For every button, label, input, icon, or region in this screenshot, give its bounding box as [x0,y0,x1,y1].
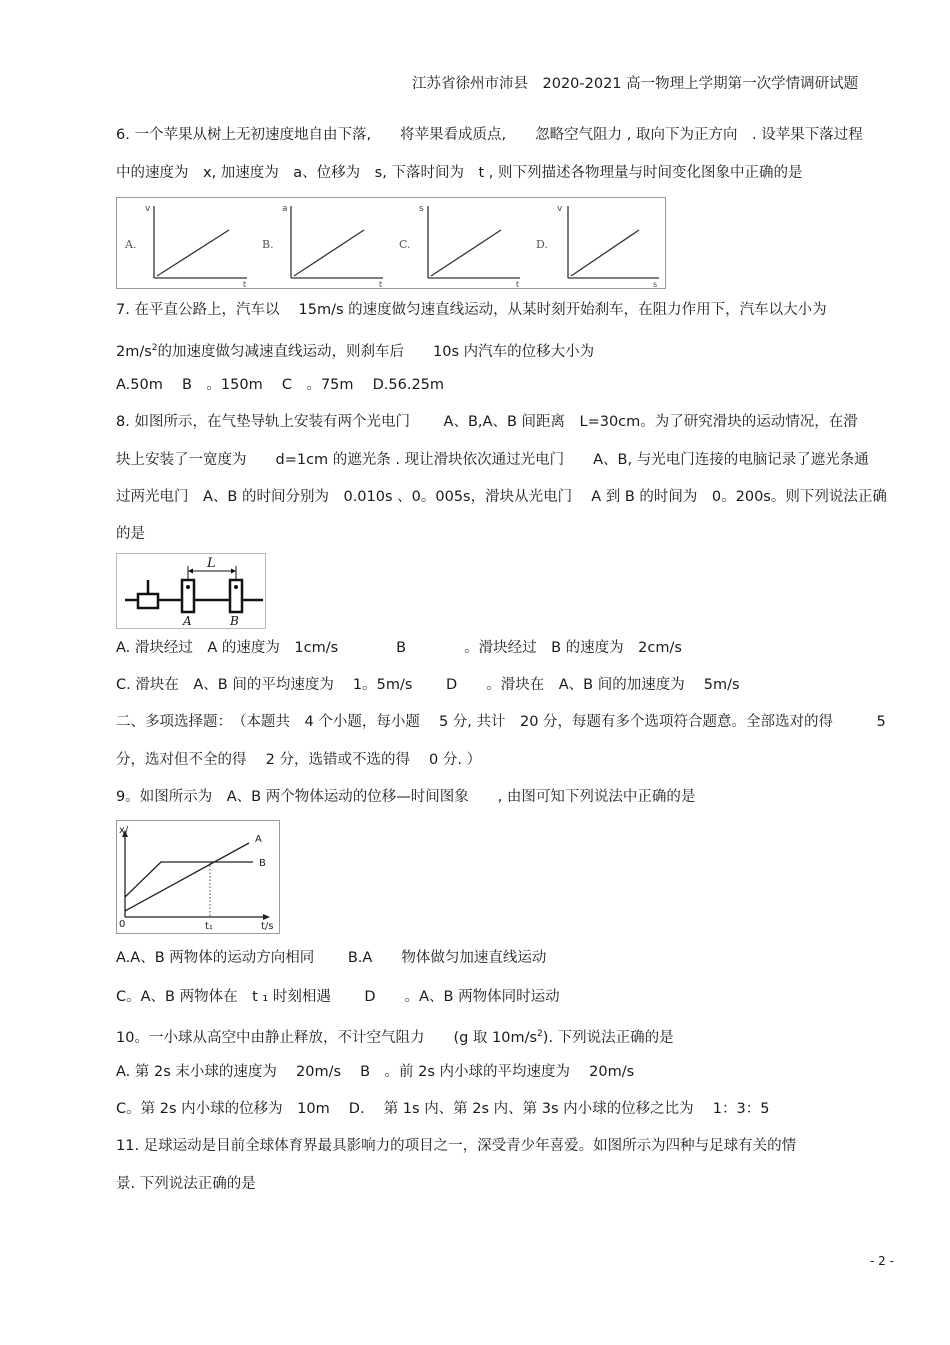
q6-graph-b [262,204,383,288]
q6-graph-c-line [431,230,501,276]
q6-graph-d-option: D. [536,238,548,251]
q9-options-ab: A.A、B 两物体的运动方向相同 B.A 物体做匀加速直线运动 [116,950,547,966]
q9-label-t1: t₁ [205,921,213,932]
page-number: - 2 - [870,1254,894,1268]
q9-line-a [125,843,249,911]
q8-line2: 块上安装了一宽度为 d=1cm 的遮光条 . 现让滑块依次通过光电门 A、B, 与光电门连接的电脑记录了遮光条通 [116,452,869,468]
q6-graph-d-ylabel: v [557,204,563,214]
q8-options-ab: A. 滑块经过 A 的速度为 1cm/s B 。滑块经过 B 的速度为 2cm/s [116,640,682,656]
q6-line1: 6. 一个苹果从树上无初速度地自由下落, 将苹果看成质点, 忽略空气阻力 , 取向下为正方向 . 设苹果下落过程 [116,127,863,143]
q7-line2 [116,339,594,361]
q6-graph-a-ylabel: v [145,204,151,214]
q9-ylabel: x/ [119,825,129,836]
q6-line2: 中的速度为 x, 加速度为 a、位移为 s, 下落时间为 t , 则下列描述各物理量与时间变化图象中正确的是 [116,165,803,181]
page-header: 江苏省徐州市沛县 2020-2021 高一物理上学期第一次学情调研试题 [412,76,859,92]
q6-graph-b-ylabel: a [282,204,288,214]
q8-line3: 过两光电门 A、B 的时间分别为 0.010s 、0。005s，滑块从光电门 A 到 B 的时间为 0。200s。则下列说法正确 [116,489,887,505]
q8-label-b: B [230,614,239,628]
q6-graph-b-xlabel: t [379,280,383,288]
q10-line1 [116,1025,674,1047]
q9-label-b: B [259,858,266,869]
q6-graph-d [536,204,659,288]
q6-graph-c-option: C. [399,238,411,251]
q9-line1: 9。如图所示为 A、B 两个物体运动的位移—时间图象 , 由图可知下列说法中正确的是 [116,789,696,805]
q6-graph-b-option: B. [262,238,274,251]
q6-graph-a-option: A. [125,238,137,251]
q10-line1-pre: 10。一小球从高空中由静止释放，不计空气阻力 (g 取 10m/s [116,1029,538,1046]
q10-line1-post: ). 下列说法正确的是 [542,1029,674,1046]
q6-graph-c [399,204,520,288]
q8-slider [138,594,158,608]
q8-label-l: L [207,556,216,571]
q10-options-cd: C。第 2s 内小球的位移为 10m D. 第 1s 内、第 2s 内、第 3s 内小球的位移之比为 1：3：5 [116,1101,770,1117]
q9-origin: 0 [119,919,126,930]
q6-graphs-figure [116,197,666,289]
q8-gate-b [230,580,242,612]
q8-label-a: A [183,614,192,628]
q11-line1: 11. 足球运动是目前全球体育界最具影响力的项目之一，深受青少年喜爱。如图所示为四种与足球有关的情 [116,1138,797,1154]
section2-line2: 分，选对但不全的得 2 分，选错或不选的得 0 分. ） [116,752,482,768]
q7-options: A.50m B 。150m C 。75m D.56.25m [116,377,445,393]
q10-line1-sup: 2 [537,1029,543,1039]
q8-options-cd: C. 滑块在 A、B 间的平均速度为 1。5m/s D 。滑块在 A、B 间的加速度为 5m/s [116,677,740,693]
q7-line1: 7. 在平直公路上，汽车以 15m/s 的速度做匀速直线运动，从某时刻开始刹车，在阻力作用下，汽车以大小为 [116,302,827,318]
q7-line2-post: 的加速度做匀减速直线运动，则刹车后 10s 内汽车的位移大小为 [157,343,595,360]
q6-graph-c-xlabel: t [516,280,520,288]
q8-air-track-figure [116,553,266,629]
q11-line2: 景. 下列说法正确的是 [116,1176,256,1192]
q8-line1: 8. 如图所示，在气垫导轨上安装有两个光电门 A、B,A、B 间距离 L=30cm。为了研究滑块的运动情况，在滑 [116,414,858,430]
q6-graph-b-line [294,230,364,276]
q9-label-a: A [255,834,262,845]
q7-line2-sup: 2 [151,343,158,353]
section2-line1: 二、多项选择题： （本题共 4 个小题，每小题 5 分, 共计 20 分，每题有多个选项符合题意。全部选对的得 5 [116,714,886,730]
q10-options-ab: A. 第 2s 末小球的速度为 20m/s B 。前 2s 内小球的平均速度为 20m/s [116,1064,635,1080]
q6-graph-c-ylabel: s [419,204,424,214]
q9-xlabel: t/s [261,921,274,932]
q6-graph-a-xlabel: t [243,280,247,288]
q8-gate-a [182,580,194,612]
q6-graph-a-line [157,230,229,276]
q9-xt-graph [116,820,280,934]
q7-line2-pre: 2m/s [116,343,152,360]
q9-options-cd: C。A、B 两物体在 t ₁ 时刻相遇 D 。A、B 两物体同时运动 [116,989,560,1005]
q6-graph-a [124,204,247,288]
q9-line-b [125,862,253,897]
q6-graph-d-xlabel: s [653,280,658,288]
q6-graph-d-line [571,230,639,276]
q8-line4: 的是 [116,526,145,542]
